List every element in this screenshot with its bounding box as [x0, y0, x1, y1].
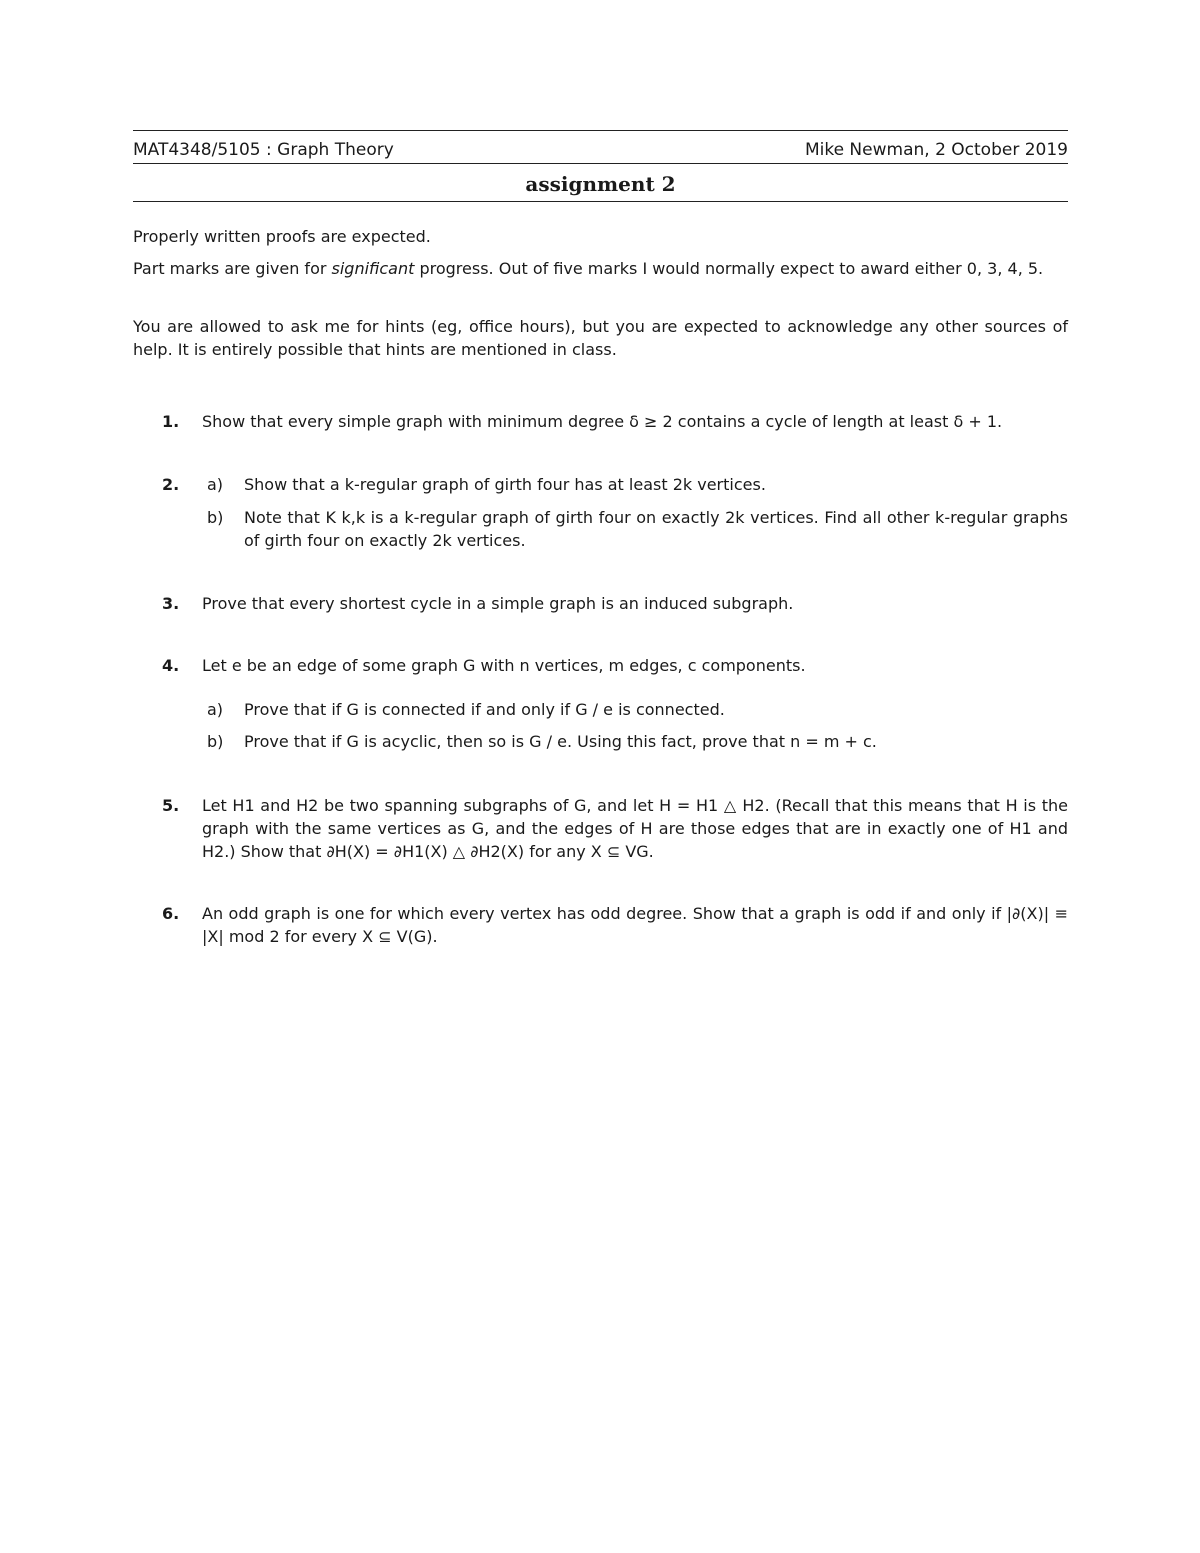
- intro-p2-before: Part marks are given for: [133, 259, 332, 278]
- top-rule: [133, 130, 1068, 131]
- intro-p2-emphasis: significant: [331, 259, 415, 278]
- title-rule: [133, 201, 1068, 202]
- header-rule: [133, 163, 1068, 164]
- intro-paragraph-2: [133, 257, 1068, 280]
- intro-p2-after: progress. Out of five marks I would normally expect to award either 0, 3, 4, 5.: [414, 259, 1044, 278]
- problem-text: Let e be an edge of some graph G with n vertices, m edges, c components.: [202, 656, 806, 675]
- problem-number: 6.: [162, 904, 180, 923]
- part-label: b): [207, 732, 224, 751]
- problem-text: An odd graph is one for which every vertex has odd degree. Show that a graph is odd if and only if |∂(X)| ≡ |X| mod 2 for every X ⊆ V(G).: [202, 904, 1068, 946]
- page-title: assignment 2: [525, 172, 676, 196]
- problem-number: 3.: [162, 594, 180, 613]
- part-label: b): [207, 508, 224, 527]
- problem-number: 2.: [162, 475, 180, 494]
- part-text: Show that a k-regular graph of girth four has at least 2k vertices.: [244, 475, 766, 494]
- part-label: a): [207, 475, 224, 494]
- part-text: Prove that if G is acyclic, then so is G / e. Using this fact, prove that n = m + c.: [244, 732, 877, 751]
- page-header: [133, 139, 1068, 161]
- problem-text: Show that every simple graph with minimum degree δ ≥ 2 contains a cycle of length at least δ + 1.: [202, 412, 1003, 431]
- problem-text: Prove that every shortest cycle in a simple graph is an induced subgraph.: [202, 594, 794, 613]
- part-text: Prove that if G is connected if and only if G / e is connected.: [244, 700, 725, 719]
- problem-text: Let H1 and H2 be two spanning subgraphs of G, and let H = H1 △ H2. (Recall that this means that H is the graph with the same vertices as G, and the edges of H are those edges that are in exactly one of H1 and H2.) Show that ∂H(X) = ∂H1(X) △ ∂H2(X) for any X ⊆ VG.: [202, 796, 1068, 861]
- author-date: Mike Newman, 2 October 2019: [804, 140, 1068, 160]
- part-label: a): [207, 700, 224, 719]
- intro-paragraph-3: You are allowed to ask me for hints (eg, office hours), but you are expected to acknowledge any other sources of help. It is entirely possible that hints are mentioned in class.: [133, 317, 1068, 359]
- problem-number: 5.: [162, 796, 180, 815]
- problem-number: 1.: [162, 412, 180, 431]
- part-text: Note that K k,k is a k-regular graph of girth four on exactly 2k vertices. Find all other k-regular graphs of girth four on exactly 2k vertices.: [244, 508, 1068, 550]
- course-title: MAT4348/5105 : Graph Theory: [133, 140, 394, 160]
- problem-number: 4.: [162, 656, 180, 675]
- intro-paragraph-1: Properly written proofs are expected.: [133, 227, 431, 246]
